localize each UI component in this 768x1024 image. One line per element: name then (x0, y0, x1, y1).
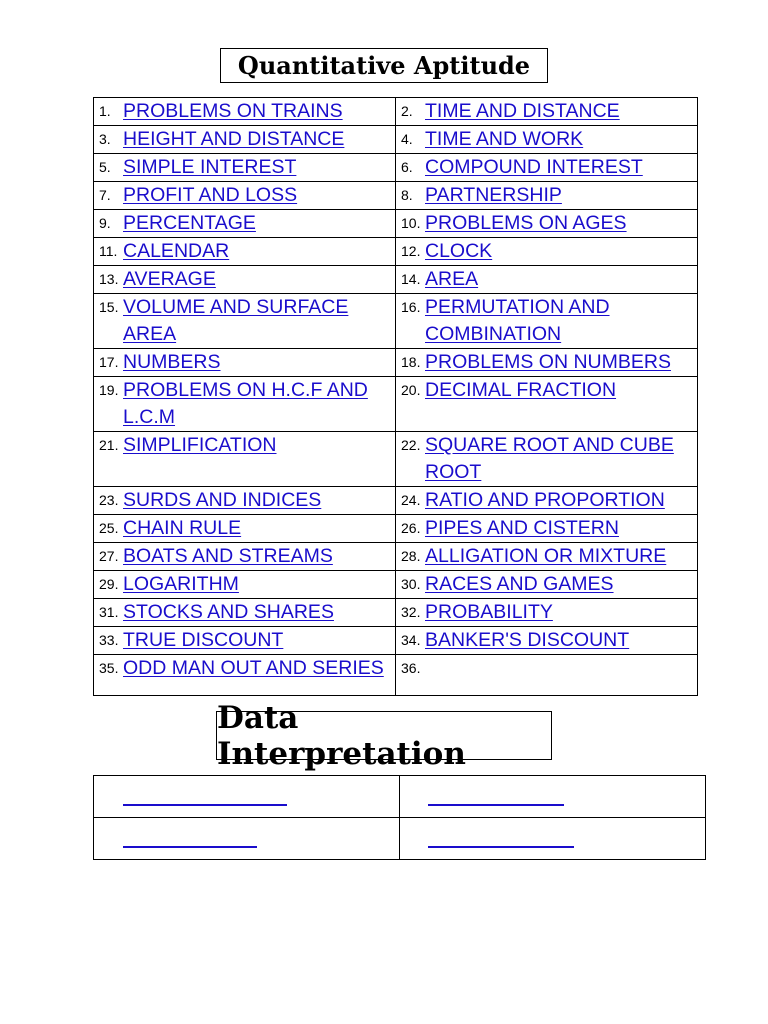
table-cell (396, 349, 698, 377)
item-number: 30. (401, 576, 421, 592)
table-row (94, 349, 698, 377)
item-number: 32. (401, 604, 421, 620)
table-cell (396, 210, 698, 238)
topic-link[interactable]: TRUE DISCOUNT (123, 629, 284, 651)
table-row (94, 377, 698, 432)
topic-link[interactable]: VOLUME AND SURFACE AREA (123, 296, 349, 345)
topic-link[interactable]: RACES AND GAMES (425, 573, 614, 595)
topic-link[interactable]: PERCENTAGE (123, 212, 256, 234)
topic-link[interactable]: CHAIN RULE (123, 517, 242, 539)
table-cell (94, 432, 396, 487)
item-number: 12. (401, 243, 421, 259)
table-cell (94, 98, 396, 126)
table-row (94, 210, 698, 238)
item-number: 4. (401, 131, 413, 147)
table-cell (396, 543, 698, 571)
topic-link[interactable]: ODD MAN OUT AND SERIES (123, 657, 384, 679)
topic-link[interactable]: TIME AND WORK (425, 128, 584, 150)
table-row (94, 818, 706, 860)
table-row (94, 432, 698, 487)
topic-link[interactable]: PROBLEMS ON H.C.F AND L.C.M (123, 379, 368, 428)
item-number: 8. (401, 187, 413, 203)
table-cell (94, 154, 396, 182)
item-number: 5. (99, 159, 111, 175)
table-cell (396, 515, 698, 543)
table-cell (94, 627, 396, 655)
topic-link[interactable]: CALENDAR (123, 240, 230, 262)
item-number: 16. (401, 299, 421, 315)
data-interpretation-table (93, 775, 706, 860)
item-number: 7. (99, 187, 111, 203)
table-cell (396, 294, 698, 349)
item-number: 25. (99, 520, 119, 536)
item-number: 20. (401, 382, 421, 398)
item-number: 3. (99, 131, 111, 147)
item-number: 17. (99, 354, 119, 370)
topic-link[interactable]: SIMPLIFICATION (123, 434, 277, 456)
table-cell (94, 487, 396, 515)
topic-link[interactable]: PROBLEMS ON AGES (425, 212, 627, 234)
table-cell (400, 818, 706, 860)
topic-link[interactable]: CLOCK (425, 240, 493, 262)
item-number: 31. (99, 604, 119, 620)
item-number: 2. (401, 103, 413, 119)
topic-link[interactable]: STOCKS AND SHARES (123, 601, 334, 623)
table-cell (396, 432, 698, 487)
table-cell (94, 599, 396, 627)
topic-link[interactable]: PERMUTATION AND COMBINATION (425, 296, 610, 345)
table-row (94, 543, 698, 571)
item-number: 15. (99, 299, 119, 315)
table-row (94, 182, 698, 210)
topic-link[interactable]: DECIMAL FRACTION (425, 379, 617, 401)
item-number: 26. (401, 520, 421, 536)
item-number: 14. (401, 271, 421, 287)
topic-link[interactable]: AVERAGE (123, 268, 216, 290)
table-row (94, 515, 698, 543)
topic-link[interactable]: AREA (425, 268, 479, 290)
topic-link[interactable]: PIPES AND CISTERN (425, 517, 619, 539)
topic-link[interactable]: PROBABILITY (425, 601, 553, 623)
section-title-data-interpretation: Data Interpretation (216, 711, 552, 760)
table-cell (94, 543, 396, 571)
table-cell (396, 238, 698, 266)
item-number: 35. (99, 660, 119, 676)
table-cell (94, 818, 400, 860)
item-number: 23. (99, 492, 119, 508)
table-cell (94, 238, 396, 266)
item-number: 6. (401, 159, 413, 175)
table-cell (396, 627, 698, 655)
data-interpretation-link[interactable] (123, 804, 287, 806)
table-cell (400, 776, 706, 818)
table-row (94, 98, 698, 126)
table-cell (94, 776, 400, 818)
item-number: 19. (99, 382, 119, 398)
table-row (94, 266, 698, 294)
item-number: 9. (99, 215, 111, 231)
item-number: 33. (99, 632, 119, 648)
table-cell (396, 182, 698, 210)
table-cell (396, 487, 698, 515)
table-row (94, 571, 698, 599)
item-number: 21. (99, 437, 119, 453)
table-cell (94, 182, 396, 210)
item-number: 34. (401, 632, 421, 648)
topic-link (425, 655, 693, 682)
table-cell (94, 294, 396, 349)
table-row (94, 487, 698, 515)
item-number: 1. (99, 103, 111, 119)
table-cell (396, 98, 698, 126)
topic-link[interactable]: HEIGHT AND DISTANCE (123, 128, 345, 150)
topic-link[interactable]: RATIO AND PROPORTION (425, 489, 665, 511)
table-cell (396, 655, 698, 696)
topic-link[interactable]: ALLIGATION OR MIXTURE (425, 545, 667, 567)
table-cell (396, 599, 698, 627)
item-number: 36. (401, 660, 421, 676)
topic-link[interactable]: PROBLEMS ON NUMBERS (425, 351, 671, 373)
table-cell (94, 210, 396, 238)
table-row (94, 238, 698, 266)
topic-link[interactable]: PROBLEMS ON TRAINS (123, 100, 343, 122)
item-number: 22. (401, 437, 421, 453)
topics-table (93, 97, 698, 696)
data-interpretation-link[interactable] (428, 846, 574, 848)
table-cell (94, 266, 396, 294)
item-number: 13. (99, 271, 119, 287)
table-cell (396, 154, 698, 182)
table-row (94, 776, 706, 818)
table-cell (94, 377, 396, 432)
item-number: 18. (401, 354, 421, 370)
topic-link[interactable]: BOATS AND STREAMS (123, 545, 333, 567)
table-cell (396, 266, 698, 294)
section-title-quantitative-aptitude: Quantitative Aptitude (220, 48, 548, 83)
item-number: 24. (401, 492, 421, 508)
topic-link[interactable]: NUMBERS (123, 351, 221, 373)
table-row (94, 627, 698, 655)
topic-link[interactable]: PARTNERSHIP (425, 184, 562, 206)
topic-link[interactable]: SURDS AND INDICES (123, 489, 322, 511)
item-number: 27. (99, 548, 119, 564)
table-cell (94, 349, 396, 377)
table-cell (94, 126, 396, 154)
table-row (94, 655, 698, 696)
topic-link[interactable]: TIME AND DISTANCE (425, 100, 620, 122)
table-row (94, 599, 698, 627)
table-row (94, 126, 698, 154)
topic-link[interactable]: BANKER'S DISCOUNT (425, 629, 630, 651)
item-number: 10. (401, 215, 421, 231)
table-cell (94, 515, 396, 543)
table-cell (94, 655, 396, 696)
topic-link[interactable]: LOGARITHM (123, 573, 239, 595)
table-row (94, 154, 698, 182)
table-cell (396, 571, 698, 599)
data-interpretation-link[interactable] (428, 804, 564, 806)
topic-link[interactable]: PROFIT AND LOSS (123, 184, 298, 206)
item-number: 11. (99, 243, 118, 259)
table-cell (396, 377, 698, 432)
table-cell (396, 126, 698, 154)
item-number: 29. (99, 576, 119, 592)
data-interpretation-link[interactable] (123, 846, 257, 848)
topic-link[interactable]: SQUARE ROOT AND CUBE ROOT (425, 434, 674, 483)
item-number: 28. (401, 548, 421, 564)
topic-link[interactable]: COMPOUND INTEREST (425, 156, 643, 178)
table-row (94, 294, 698, 349)
topic-link[interactable]: SIMPLE INTEREST (123, 156, 297, 178)
table-cell (94, 571, 396, 599)
